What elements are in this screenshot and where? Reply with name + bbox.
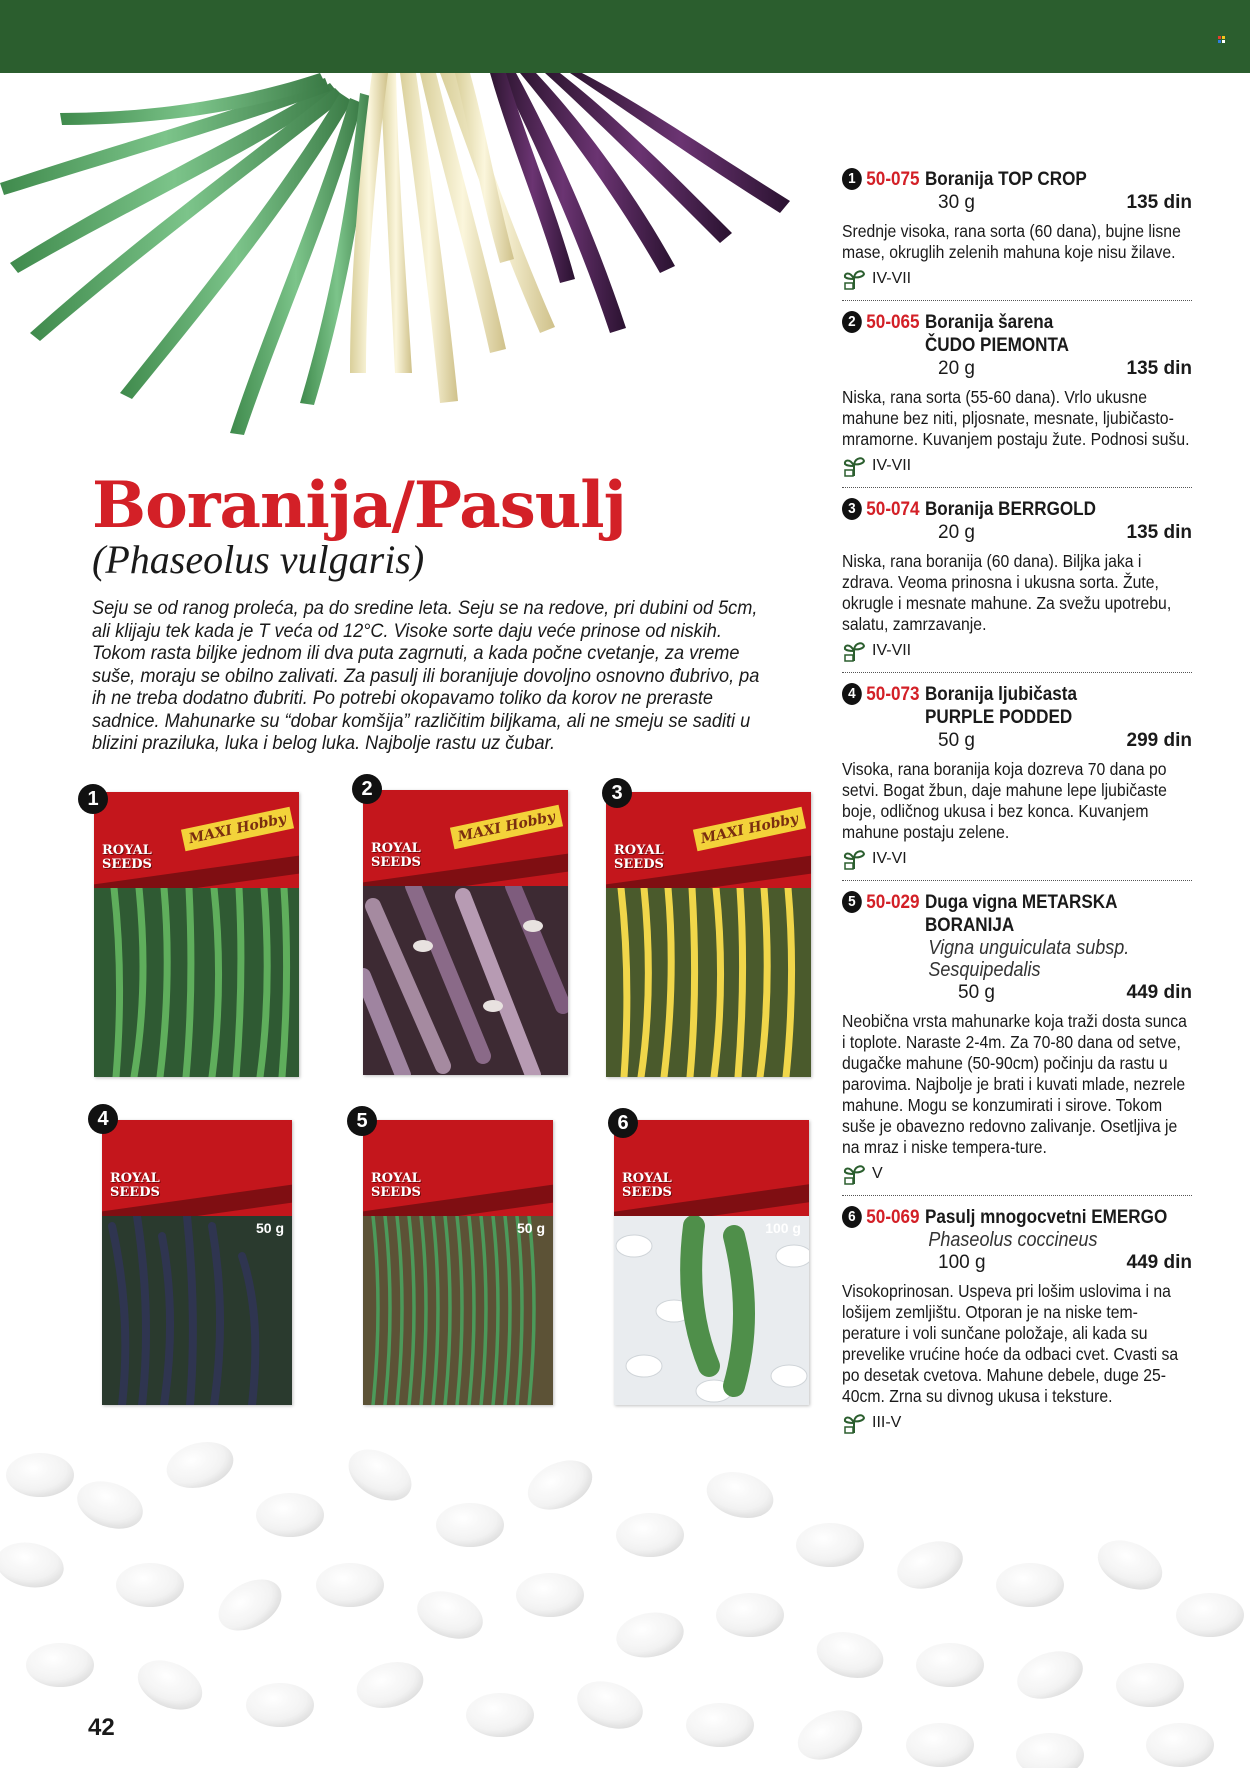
sowing-period: IV-VII (842, 454, 1192, 478)
seed-packets-grid (80, 780, 820, 1430)
product-code: 50-075 (866, 169, 920, 190)
green-beans-photo (94, 888, 299, 1077)
white-runner-beans-photo (614, 1216, 809, 1405)
divider (842, 672, 1192, 673)
divider (842, 487, 1192, 488)
product-code: 50-029 (866, 892, 920, 913)
pack-line-label: MAXI Hobby (693, 807, 806, 852)
page-subtitle: (Phaseolus vulgaris) (92, 537, 425, 582)
seedling-calendar-icon (842, 639, 868, 663)
white-beans-background (0, 1415, 1250, 1768)
product-price: 135 din (1126, 192, 1192, 213)
product-weight: 50 g (938, 730, 975, 751)
product-weight: 50 g (958, 982, 995, 1003)
pack-number-4: 4 (88, 1104, 118, 1134)
product-price: 299 din (1126, 730, 1192, 751)
product-price: 135 din (1126, 522, 1192, 543)
seedling-calendar-icon (842, 267, 868, 291)
royal-seeds-logo: ROYAL SEEDS (110, 1171, 160, 1200)
product-description: Neobična vrsta mahunarke koja traži dosta sunca i toplote. Naraste 2-4m. Za 70-80 dana od setve, dugačke mahune (50-90cm) počinju da rastu u parovima. Najbolje je brati i kuvati mlade, nezrele mahune. Mogu se konzumirati i sirove. Tokom suše je obavezno redovno zalivanje. Osetljiva je na mraz i niske tempera-ture. (842, 1011, 1187, 1157)
product-code: 50-074 (866, 499, 920, 520)
pack-line-label: MAXI Hobby (181, 807, 294, 852)
royal-seeds-logo: ROYAL SEEDS (102, 843, 152, 872)
item-number: 2 (842, 311, 862, 333)
seedling-calendar-icon (842, 847, 868, 871)
product-weight: 100 g (938, 1252, 986, 1273)
pack-weight: 50 g (255, 1220, 284, 1236)
dark-purple-beans-photo (102, 1216, 292, 1405)
seedling-calendar-icon (842, 1162, 868, 1186)
long-vigna-beans-photo (363, 1216, 553, 1405)
product-code: 50-069 (866, 1207, 920, 1228)
sowing-period: IV-VI (842, 847, 1192, 871)
product-description: Niska, rana sorta (55-60 dana). Vrlo ukusne mahune bez niti, pljosnate, mesnate, ljubičasto-mramorne. Kuvanjem postaju žute. Podnosi sušu. (842, 387, 1190, 449)
seed-packet-6[interactable] (614, 1120, 809, 1405)
sowing-period: V (842, 1162, 1192, 1186)
product-latin-name: Vigna unguiculata subsp. Sesquipedalis (928, 937, 1130, 981)
product-weight: 20 g (938, 358, 975, 379)
sowing-period: IV-VII (842, 267, 1192, 291)
product-name: Pasulj mnogocvetni EMERGO (924, 1207, 1168, 1228)
pack-number-3: 3 (602, 778, 632, 808)
royal-seeds-logo: ROYAL SEEDS (614, 843, 664, 872)
seed-packet-2[interactable] (363, 790, 568, 1075)
product-name: Duga vigna METARSKA BORANIJA (924, 892, 1117, 936)
product-description: Niska, rana boranija (60 dana). Biljka jaka i zdrava. Veoma prinosna i ukusna sorta. Žute, okrugle i mesnate mahune. Za svežu upotrebu, salatu, zamrzavanje. (842, 551, 1172, 634)
header-bar (0, 0, 1250, 73)
sowing-period: III-V (842, 1411, 1192, 1435)
page-title: Boranija/Pasulj (92, 468, 626, 543)
intro-text: Seju se od ranog proleća, pa do sredine leta. Seju se na redove, pri dubini od 5cm, ali klijaju tek kada je T veća od 12°C. Visoke sorte daju veće prinose od niskih. Tokom rasta biljke jednom ili dva puta zagrnuti, a kada počne cvetanje, za vreme suše, moraju se obilno zalivati. Za pasulj ili boranijuje dovoljno osnovno đubrivo, pa ih ne treba dodatno đubriti. Po potrebi okopavamo toliko da korov ne preraste sadnice. Mahunarke su “dobar komšija” različitim biljkama, ali ne smeju se saditi u blizini praziluka, luka i belog luka. Najbolje rastu uz čubar. (92, 597, 760, 754)
product-code: 50-073 (866, 684, 920, 705)
hero-beans-image (0, 73, 840, 513)
product-item-3 (842, 498, 1192, 663)
product-list (842, 168, 1192, 1444)
pack-number-6: 6 (608, 1108, 638, 1138)
product-item-4 (842, 683, 1192, 871)
royal-seeds-logo: ROYAL SEEDS (371, 841, 421, 870)
seed-packet-4[interactable] (102, 1120, 292, 1405)
product-item-5 (842, 891, 1192, 1186)
product-name: Boranija BERRGOLD (924, 499, 1096, 520)
item-number: 1 (842, 168, 862, 190)
pack-number-1: 1 (78, 784, 108, 814)
product-item-1 (842, 168, 1192, 291)
seed-packet-5[interactable] (363, 1120, 553, 1405)
product-weight: 30 g (938, 192, 975, 213)
product-weight: 20 g (938, 522, 975, 543)
item-number: 3 (842, 498, 862, 520)
product-price: 449 din (1126, 1252, 1192, 1273)
royal-seeds-logo: ROYAL SEEDS (371, 1171, 421, 1200)
pack-weight: 50 g (516, 1220, 545, 1236)
product-item-2 (842, 311, 1192, 478)
pack-weight: 100 g (765, 1220, 801, 1236)
item-number: 5 (842, 891, 862, 913)
product-code: 50-065 (866, 312, 920, 333)
pack-number-2: 2 (352, 774, 382, 804)
product-description: Srednje visoka, rana sorta (60 dana), bujne lisne mase, okruglih zelenih mahuna koje nisu žilave. (842, 221, 1181, 262)
yellow-beans-photo (606, 888, 811, 1077)
product-description: Visokoprinosan. Uspeva pri lošim uslovima i na lošijem zemljištu. Otporan je na niske tem-perature i voli sunčane položaje, ali kada su prevelike vrućine hoće da odbaci cvet. Cvasti sa po desetak cvetova. Mahune debele, duge 25-40cm. Zrna su divnog ukusa i teksture. (842, 1281, 1179, 1406)
sowing-period: IV-VII (842, 639, 1192, 663)
royal-seeds-logo: ROYAL SEEDS (622, 1171, 672, 1200)
seedling-calendar-icon (842, 454, 868, 478)
item-number: 6 (842, 1206, 862, 1228)
pack-line-label: MAXI Hobby (450, 805, 563, 850)
product-name: Boranija šarena ČUDO PIEMONTA (924, 312, 1070, 356)
divider (842, 1195, 1192, 1196)
seed-packet-3[interactable] (606, 792, 811, 1077)
product-latin-name: Phaseolus coccineus (928, 1229, 1098, 1251)
product-item-6 (842, 1206, 1192, 1435)
product-name: Boranija ljubičasta PURPLE PODDED (924, 684, 1078, 728)
divider (842, 300, 1192, 301)
divider (842, 880, 1192, 881)
page-number: 42 (88, 1714, 115, 1741)
pack-number-5: 5 (347, 1106, 377, 1136)
product-name: Boranija TOP CROP (924, 169, 1087, 190)
product-description: Visoka, rana boranija koja dozreva 70 dana po setvi. Bogat žbun, daje mahune lepe ljubičaste boje, odličnog ukusa i bez konca. Kuvanjem mahune postaju zelene. (842, 759, 1167, 842)
seed-packet-1[interactable] (94, 792, 299, 1077)
product-price: 449 din (1126, 982, 1192, 1003)
product-price: 135 din (1126, 358, 1192, 379)
item-number: 4 (842, 683, 862, 705)
brand-mark-icon (1218, 36, 1226, 44)
purple-marbled-beans-photo (363, 886, 568, 1075)
